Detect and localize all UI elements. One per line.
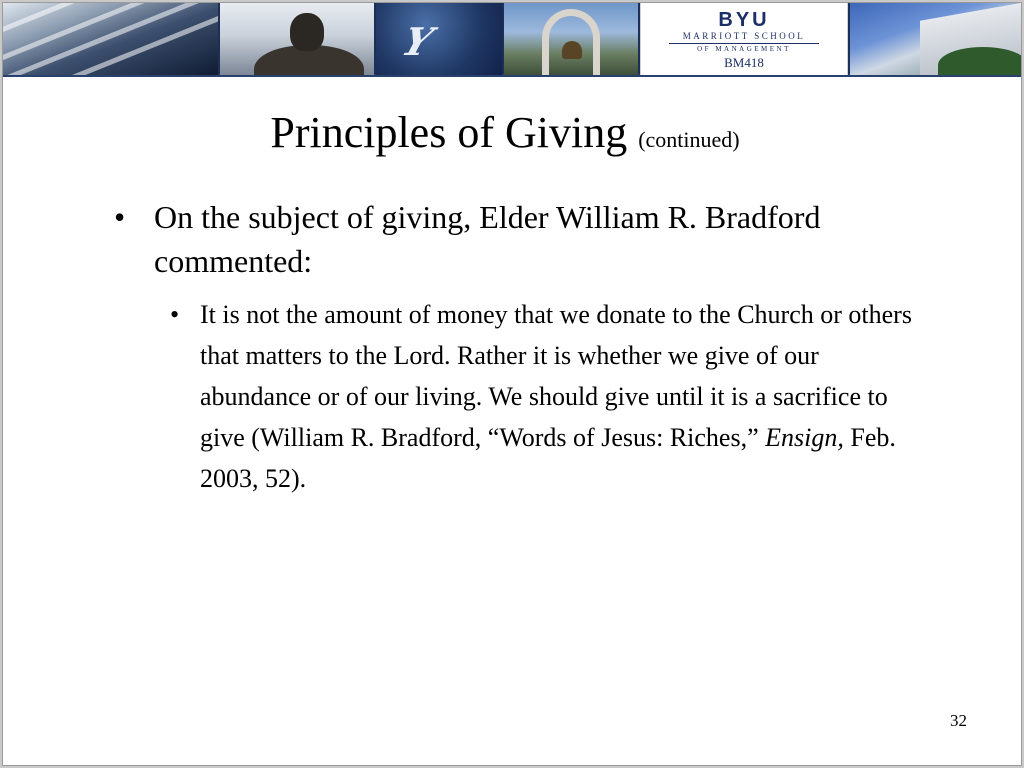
logo-brand: BYU xyxy=(718,9,770,31)
bell-icon xyxy=(562,41,582,59)
quote-bullet-item xyxy=(170,294,930,499)
source-title: Ensign, xyxy=(765,423,844,452)
course-code: BM418 xyxy=(724,55,764,70)
bullet-marker: • xyxy=(114,199,126,235)
campus-building-photo xyxy=(850,3,1022,75)
header-banner xyxy=(3,3,1022,77)
building-photo xyxy=(3,3,218,75)
quote-text: It is not the amount of money that we donate to the Church or others that matters to the Lord. Rather it is whether we give of our abundance or of our living. We should give until it is a sacrifice to give (William R. Bradford, “Words of Jesus: Riches,” xyxy=(200,300,912,452)
slide xyxy=(2,2,1022,766)
citation-tail: Feb. 2003, 52). xyxy=(200,423,896,493)
slide-title xyxy=(3,107,1007,166)
slide-title-suffix: (continued) xyxy=(638,127,740,152)
logo-school-line2: OF MANAGEMENT xyxy=(697,45,791,53)
slide-title-text: Principles of Giving xyxy=(270,108,628,157)
bell-tower-photo xyxy=(504,3,638,75)
y-mountain-photo: Y xyxy=(376,3,502,75)
bullet-item xyxy=(114,195,874,283)
slide-number: 32 xyxy=(950,711,967,730)
bullet-text: On the subject of giving, Elder William R. Bradford commented: xyxy=(154,199,821,279)
statue-photo xyxy=(220,3,374,75)
byu-logo xyxy=(640,3,848,75)
quote-bullet-marker: • xyxy=(170,300,180,329)
logo-school-line1: MARRIOTT SCHOOL xyxy=(682,31,806,41)
